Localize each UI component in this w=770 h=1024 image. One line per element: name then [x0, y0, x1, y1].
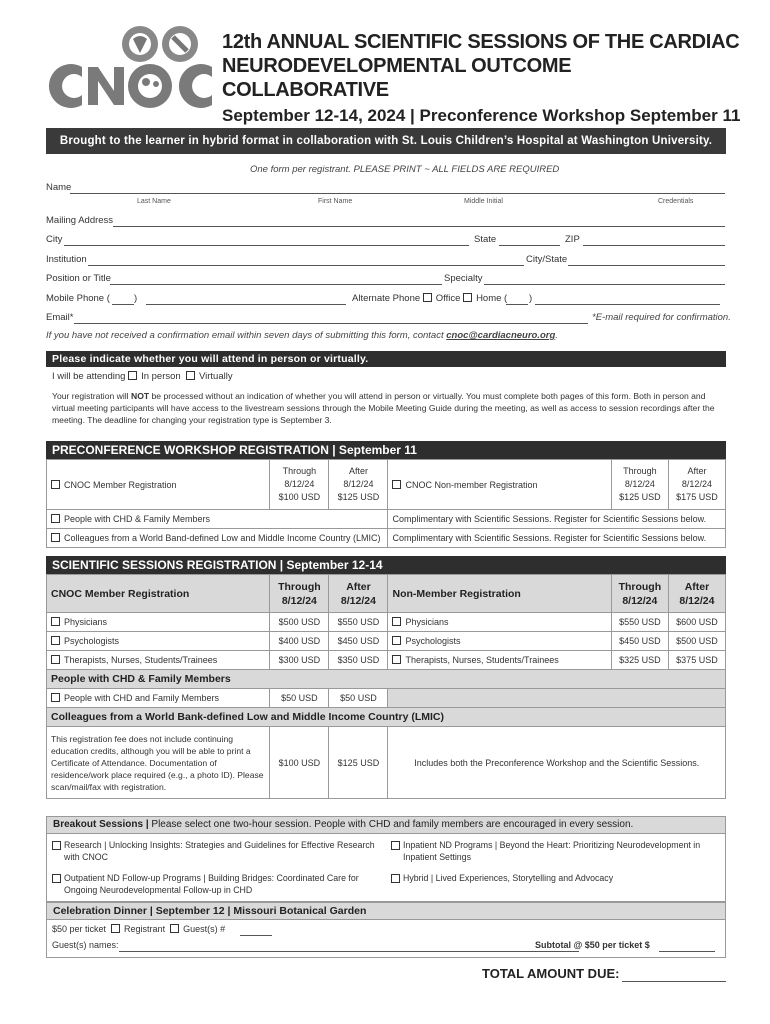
- alternate-phone-field[interactable]: [535, 304, 720, 305]
- dinner-heading: Celebration Dinner | September 12 | Missouri Botanical Garden: [46, 902, 726, 920]
- sci-nonmember-psychologists-checkbox[interactable]: [392, 636, 401, 645]
- dinner-ticket-line: $50 per ticket Registrant Guest(s) #: [52, 924, 226, 934]
- sci-nonmember-after-header: After 8/12/24: [668, 575, 725, 613]
- table-row: [47, 651, 726, 670]
- credentials-caption: Credentials: [658, 198, 694, 205]
- form-instructions: One form per registrant. PLEASE PRINT ~ ALL FIELDS ARE REQUIRED: [250, 164, 560, 175]
- sci-nonmember-physicians[interactable]: Physicians: [388, 613, 611, 632]
- first-name-caption: First Name: [318, 198, 353, 205]
- home-paren-close: ): [529, 293, 533, 304]
- sci-member-physicians-checkbox[interactable]: [51, 617, 60, 626]
- name-field[interactable]: [70, 193, 725, 194]
- price-cell: $500 USD: [668, 632, 725, 651]
- sci-lmic-note: Includes both the Preconference Workshop and the Scientific Sessions.: [388, 727, 726, 799]
- total-amount-label: TOTAL AMOUNT DUE:: [482, 966, 620, 981]
- breakout-option-hybrid[interactable]: Hybrid | Lived Experiences, Storytelling and Advocacy: [391, 872, 721, 884]
- attendance-heading: Please indicate whether you will attend in person or virtually.: [46, 351, 726, 367]
- price-cell: $100 USD: [270, 727, 329, 799]
- sci-member-psychologists[interactable]: Psychologists: [47, 632, 270, 651]
- empty-cell: [388, 689, 726, 708]
- sci-member-header: CNOC Member Registration: [47, 575, 270, 613]
- scientific-table: [46, 574, 726, 799]
- middle-initial-caption: Middle Initial: [464, 198, 503, 205]
- confirmation-note: If you have not received a confirmation email within seven days of submitting this form, contact cnoc@cardiacneuro.org.: [46, 330, 558, 341]
- preconf-member-checkbox[interactable]: [51, 480, 60, 489]
- preconf-chd-note: Complimentary with Scientific Sessions. Register for Scientific Sessions below.: [388, 510, 726, 529]
- preconf-nonmember-checkbox[interactable]: [392, 480, 401, 489]
- breakout-research-checkbox[interactable]: [52, 841, 61, 850]
- sci-member-through-header: Through 8/12/24: [270, 575, 329, 613]
- price-cell: $400 USD: [270, 632, 329, 651]
- state-label: State: [474, 234, 497, 245]
- preconf-lmic-note: Complimentary with Scientific Sessions. Register for Scientific Sessions below.: [388, 529, 726, 548]
- event-header: [222, 30, 742, 126]
- specialty-field[interactable]: [484, 284, 725, 285]
- sci-nonmember-therapists[interactable]: Therapists, Nurses, Students/Trainees: [388, 651, 611, 670]
- price-cell: $500 USD: [270, 613, 329, 632]
- subtotal-field[interactable]: [659, 951, 715, 952]
- price-cell: $50 USD: [270, 689, 329, 708]
- city-state-field[interactable]: [568, 265, 725, 266]
- total-amount-field[interactable]: [622, 981, 726, 982]
- breakout-hybrid-checkbox[interactable]: [391, 874, 400, 883]
- table-row: [47, 613, 726, 632]
- preconf-lmic-checkbox[interactable]: [51, 533, 60, 542]
- email-required-note: *E-mail required for confirmation.: [592, 312, 731, 323]
- institution-field[interactable]: [88, 265, 524, 266]
- sci-member-physicians[interactable]: Physicians: [47, 613, 270, 632]
- price-cell: $325 USD: [611, 651, 668, 670]
- sci-member-therapists-checkbox[interactable]: [51, 655, 60, 664]
- preconf-member-option[interactable]: CNOC Member Registration: [47, 460, 270, 510]
- sci-nonmember-physicians-checkbox[interactable]: [392, 617, 401, 626]
- sci-member-after-header: After 8/12/24: [329, 575, 388, 613]
- sci-chd-checkbox[interactable]: [51, 693, 60, 702]
- institution-label: Institution: [46, 254, 87, 265]
- attendance-choice: I will be attending In person Virtually: [52, 371, 233, 382]
- name-label: Name: [46, 182, 72, 193]
- cnoc-logo: [42, 22, 217, 112]
- price-cell: $550 USD: [329, 613, 388, 632]
- sci-chd-option[interactable]: People with CHD and Family Members: [47, 689, 270, 708]
- sci-member-psychologists-checkbox[interactable]: [51, 636, 60, 645]
- price-cell: $350 USD: [329, 651, 388, 670]
- mailing-address-label: Mailing Address: [46, 215, 114, 226]
- preconf-nonmember-through: Through 8/12/24 $125 USD: [611, 460, 668, 510]
- sci-member-therapists[interactable]: Therapists, Nurses, Students/Trainees: [47, 651, 270, 670]
- table-row: [47, 632, 726, 651]
- sci-nonmember-therapists-checkbox[interactable]: [392, 655, 401, 664]
- breakout-outpatient-checkbox[interactable]: [52, 874, 61, 883]
- last-name-caption: Last Name: [137, 198, 171, 205]
- specialty-label: Specialty: [444, 273, 483, 284]
- mobile-phone-field[interactable]: [146, 304, 346, 305]
- sci-lmic-header: Colleagues from a World Bank-defined Low and Middle Income Country (LMIC): [47, 708, 726, 727]
- price-cell: $125 USD: [329, 727, 388, 799]
- state-field[interactable]: [499, 245, 560, 246]
- email-field[interactable]: [74, 323, 588, 324]
- virtually-checkbox[interactable]: [186, 371, 195, 380]
- email-label: Email*: [46, 312, 74, 323]
- mobile-paren-close: ): [134, 293, 138, 304]
- zip-field[interactable]: [583, 245, 725, 246]
- preconf-member-after: After 8/12/24 $125 USD: [329, 460, 388, 510]
- breakout-option-inpatient[interactable]: Inpatient ND Programs | Beyond the Heart: Prioritizing Neurodevelopment in Inpatient Settings: [391, 839, 721, 863]
- registrant-checkbox[interactable]: [111, 924, 120, 933]
- price-cell: $300 USD: [270, 651, 329, 670]
- guest-count-field[interactable]: [240, 935, 272, 936]
- preconference-heading: PRECONFERENCE WORKSHOP REGISTRATION | September 11: [46, 441, 726, 459]
- preconf-nonmember-after: After 8/12/24 $175 USD: [668, 460, 725, 510]
- price-cell: $600 USD: [668, 613, 725, 632]
- mobile-area-code-field[interactable]: [112, 304, 134, 305]
- dinner-box: [46, 920, 726, 958]
- hybrid-banner: Brought to the learner in hybrid format in collaboration with St. Louis Children’s Hospital at Washington University.: [46, 128, 726, 154]
- breakout-inpatient-checkbox[interactable]: [391, 841, 400, 850]
- preconf-chd-checkbox[interactable]: [51, 514, 60, 523]
- sci-lmic-description: This registration fee does not include continuing education credits, although you will be able to print a Certificate of Attendance. Documentation of residence/work place required (e.g., a photo ID). Please scan/mail/fax with registration.: [47, 727, 270, 799]
- city-field[interactable]: [64, 245, 469, 246]
- mailing-address-field[interactable]: [113, 226, 725, 227]
- city-state-label: City/State: [526, 254, 568, 265]
- preconf-nonmember-option[interactable]: CNOC Non-member Registration: [388, 460, 611, 510]
- in-person-checkbox[interactable]: [128, 371, 137, 380]
- event-dates: September 12-14, 2024 | Preconference Workshop September 11: [222, 106, 741, 125]
- preconf-chd-option[interactable]: People with CHD & Family Members: [47, 510, 388, 529]
- subtotal-label: Subtotal @ $50 per ticket $: [535, 940, 650, 950]
- price-cell: $450 USD: [611, 632, 668, 651]
- office-checkbox[interactable]: [423, 293, 432, 302]
- alternate-phone-label: Alternate Phone Office Home (: [352, 293, 508, 304]
- price-cell: $50 USD: [329, 689, 388, 708]
- breakout-option-research[interactable]: Research | Unlocking Insights: Strategies and Guidelines for Effective Research with CNOC: [52, 839, 382, 863]
- guest-names-label: Guest(s) names:: [52, 940, 119, 950]
- guests-checkbox[interactable]: [170, 924, 179, 933]
- preconference-table: [46, 459, 726, 548]
- preconf-lmic-option[interactable]: Colleagues from a World Band-defined Low and Middle Income Country (LMIC): [47, 529, 388, 548]
- scientific-heading: SCIENTIFIC SESSIONS REGISTRATION | September 12-14: [46, 556, 726, 574]
- alternate-area-code-field[interactable]: [506, 304, 528, 305]
- position-field[interactable]: [110, 284, 442, 285]
- sci-nonmember-through-header: Through 8/12/24: [611, 575, 668, 613]
- event-title-line1: 12th ANNUAL SCIENTIFIC SESSIONS OF THE CARDIAC: [222, 31, 740, 53]
- guest-names-field[interactable]: [119, 951, 579, 952]
- city-label: City: [46, 234, 63, 245]
- preconf-member-through: Through 8/12/24 $100 USD: [270, 460, 329, 510]
- sci-chd-header: People with CHD & Family Members: [47, 670, 726, 689]
- zip-label: ZIP: [565, 234, 580, 245]
- price-cell: $375 USD: [668, 651, 725, 670]
- mobile-phone-label: Mobile Phone (: [46, 293, 110, 304]
- position-label: Position or Title: [46, 273, 111, 284]
- breakout-options: [46, 834, 726, 902]
- sci-nonmember-header: Non-Member Registration: [388, 575, 611, 613]
- price-cell: $550 USD: [611, 613, 668, 632]
- contact-email-link[interactable]: cnoc@cardiacneuro.org: [446, 330, 556, 341]
- attendance-paragraph: Your registration will NOT be processed without an indication of whether you will attend in person or virtually. You must complete both pages of this form. Both in person and virtual meeting participants will have access to the livestream sessions through the Mobile Meeting Guide during the meeting, as well as access to session recordings after the meeting. The deadline for changing your registration type is September 3.: [52, 391, 715, 425]
- event-title-line2: NEURODEVELOPMENTAL OUTCOME COLLABORATIVE: [222, 55, 572, 101]
- price-cell: $450 USD: [329, 632, 388, 651]
- sci-nonmember-psychologists[interactable]: Psychologists: [388, 632, 611, 651]
- home-checkbox[interactable]: [463, 293, 472, 302]
- breakout-option-outpatient[interactable]: Outpatient ND Follow-up Programs | Building Bridges: Coordinated Care for Ongoing Neurodevelopmental Follow-up in CHD: [52, 872, 382, 896]
- breakout-heading: Breakout Sessions | Please select one two-hour session. People with CHD and family members are encouraged in every session.: [46, 816, 726, 834]
